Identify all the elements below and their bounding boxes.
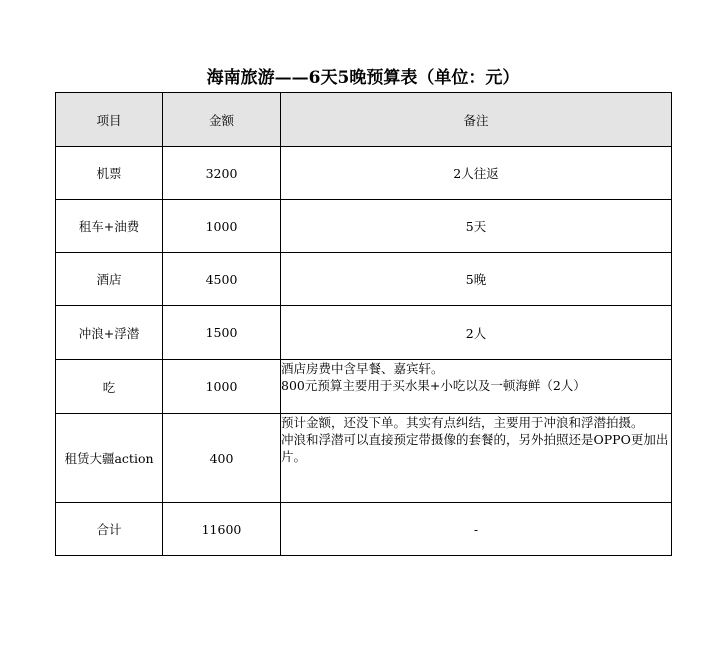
cell-note: 2人往返: [281, 147, 672, 200]
cell-amount: 3200: [163, 147, 281, 200]
cell-note: [281, 360, 672, 414]
cell-item: 租车+油费: [56, 200, 163, 253]
note-line: 冲浪和浮潜可以直接预定带摄像的套餐的，另外拍照还是OPPO更加出片。: [281, 432, 669, 464]
cell-note: [281, 414, 672, 503]
note-line: 800元预算主要用于买水果+小吃以及一顿海鲜（2人）: [281, 378, 586, 393]
header-item: 项目: [56, 93, 163, 147]
table-row: [56, 253, 672, 306]
header-row: [56, 93, 672, 147]
cell-item: 机票: [56, 147, 163, 200]
cell-note: 2人: [281, 306, 672, 360]
page-title: 海南旅游——6天5晚预算表（单位：元）: [206, 68, 520, 88]
cell-item: 吃: [56, 360, 163, 414]
cell-amount: 400: [163, 414, 281, 503]
cell-item: 租赁大疆action: [56, 414, 163, 503]
budget-table: [55, 92, 672, 556]
table-row: [56, 147, 672, 200]
cell-item: 酒店: [56, 253, 163, 306]
table-row: [56, 200, 672, 253]
cell-note: 5天: [281, 200, 672, 253]
cell-amount: 1500: [163, 306, 281, 360]
cell-item: 冲浪+浮潜: [56, 306, 163, 360]
table-row: [56, 306, 672, 360]
cell-amount: 1000: [163, 360, 281, 414]
total-row: [56, 503, 672, 556]
total-label: 合计: [56, 503, 163, 556]
note-line: 酒店房费中含早餐、嘉宾轩。: [281, 361, 444, 376]
cell-amount: 4500: [163, 253, 281, 306]
table-row: [56, 414, 672, 503]
table-row: [56, 360, 672, 414]
header-amount: 金额: [163, 93, 281, 147]
total-amount: 11600: [163, 503, 281, 556]
cell-amount: 1000: [163, 200, 281, 253]
note-line: 预计金额，还没下单。其实有点纠结，主要用于冲浪和浮潜拍摄。: [281, 415, 644, 430]
cell-note: 5晚: [281, 253, 672, 306]
total-note: -: [281, 503, 672, 556]
header-note: 备注: [281, 93, 672, 147]
